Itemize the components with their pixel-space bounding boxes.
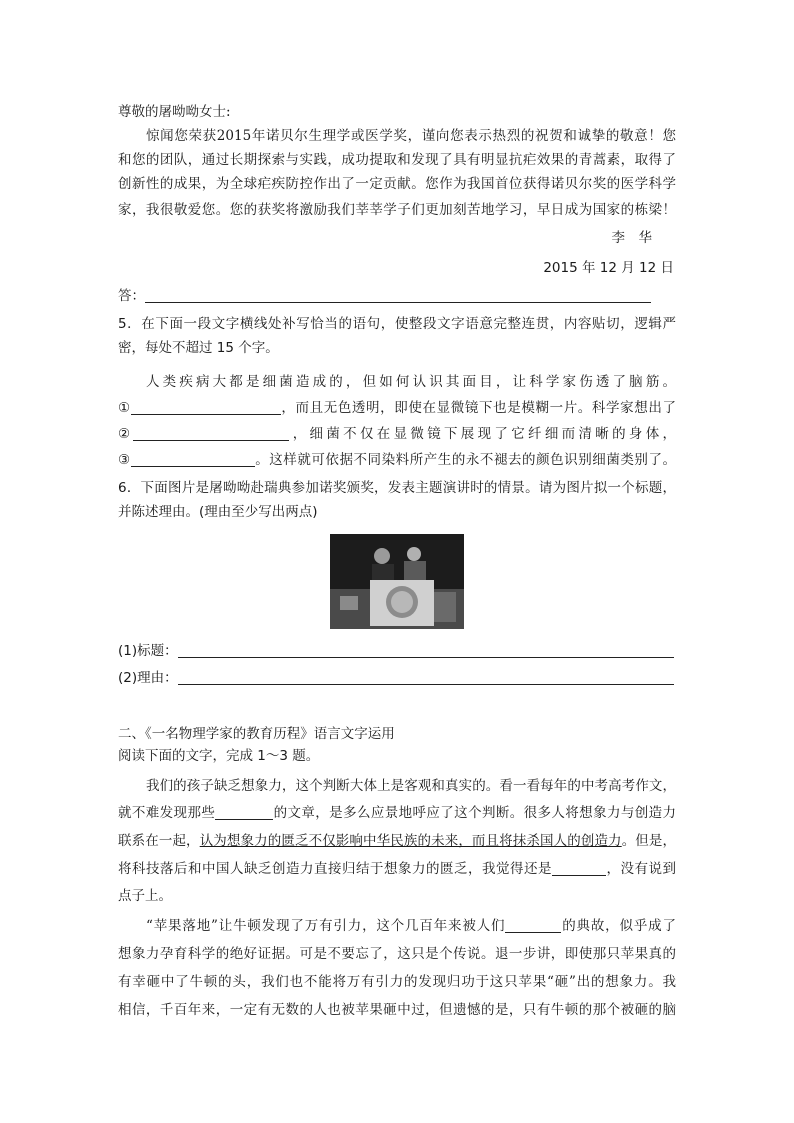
s2-p1-line-3 xyxy=(118,831,676,851)
q5-text-1: ，而且无色透明，即使在显微镜下也是模糊一片。科学家想出了 xyxy=(280,400,677,416)
s2-text: “苹果落地”让牛顿发现了万有引力，这个几百年来被人们 xyxy=(146,918,506,934)
s2-text: 将科技落后和中国人缺乏创造力直接归结于想象力的匮乏，我觉得还是 xyxy=(118,861,552,877)
q5-blank-line-2 xyxy=(118,424,676,444)
q5-paragraph: 人类疾病大都是细菌造成的，但如何认识其面目，让科学家伤透了脑筋。 xyxy=(146,374,676,390)
blank-marker-1: ① xyxy=(118,400,131,416)
q5-text-3: 。这样就可依据不同染料所产生的永不褪去的颜色识别细菌类别了。 xyxy=(254,452,677,468)
s2-p2-line-1 xyxy=(146,916,676,936)
s2-p2-line-4: 相信，千百年来，一定有无数的人也被苹果砸中过，但遗憾的是，只有牛顿的那个被砸的脑 xyxy=(118,1002,676,1018)
s2-text: 就不难发现那些 xyxy=(118,805,216,821)
q6-line-1: 6．下面图片是屠呦呦赴瑞典参加诺奖颁奖，发表主题演讲时的情景。请为图片拟一个标题， xyxy=(118,480,676,496)
q5-blank-line-3 xyxy=(118,450,676,470)
s2-p2-line-3: 有幸砸中了牛顿的头，我们也不能将万有引力的发现归功于这只苹果“砸”出的想象力。我 xyxy=(118,974,676,990)
q5-text-2: ，细菌不仅在显微镜下展现了它纤细而清晰的身体， xyxy=(289,426,677,442)
s2-p1-line-5: 点子上。 xyxy=(118,888,172,904)
section2-heading: 二、《一名物理学家的教育历程》语言文字运用 xyxy=(118,726,395,742)
blank-3[interactable] xyxy=(131,452,255,467)
letter-signature: 李 华 xyxy=(611,230,652,246)
letter-date: 2015 年 12 月 12 日 xyxy=(543,260,674,276)
q5-blank-line-1 xyxy=(118,398,676,418)
s2-blank-3[interactable] xyxy=(505,918,561,933)
letter-line-2: 和您的团队，通过长期探索与实践，成功提取和发现了具有明显抗疟效果的青蒿素，取得了 xyxy=(118,152,676,168)
nobel-lecture-photo xyxy=(330,534,464,629)
answer-label: 答： xyxy=(118,288,145,304)
q5-line-1: 5．在下面一段文字横线处补写恰当的语句，使整段文字语意完整连贯，内容贴切，逻辑严 xyxy=(118,316,676,332)
letter-salutation: 尊敬的屠呦呦女士: xyxy=(118,104,231,120)
answer-blank[interactable] xyxy=(145,288,651,303)
q6-title-line xyxy=(118,641,676,661)
q6-line-2: 并陈述理由。(理由至少写出两点) xyxy=(118,504,318,520)
blank-marker-3: ③ xyxy=(118,452,131,468)
blank-2[interactable] xyxy=(133,426,289,441)
s2-text: 的文章，是多么应景地呼应了这个判断。很多人将想象力与创造力 xyxy=(273,805,677,821)
answer-line xyxy=(118,286,676,306)
s2-p2-line-2: 想象力孕育科学的绝好证据。可是不要忘了，这只是个传说。退一步讲，即使那只苹果真的 xyxy=(118,946,676,962)
s2-p1-line-1: 我们的孩子缺乏想象力，这个判断大体上是客观和真实的。看一看每年的中考高考作文， xyxy=(146,778,676,794)
s2-text: 的典故，似乎成了 xyxy=(561,918,676,934)
title-blank[interactable] xyxy=(178,643,674,658)
reason-blank[interactable] xyxy=(178,670,674,685)
q5-line-2: 密，每处不超过 15 个字。 xyxy=(118,340,279,356)
s2-text: 。但是， xyxy=(621,833,677,849)
letter-line-3: 创新性的成果，为全球疟疾防控作出了一定贡献。您作为我国首位获得诺贝尔奖的医学科学 xyxy=(118,176,676,192)
s2-underlined-text: 认为想象力的匮乏不仅影响中华民族的未来，而且将抹杀国人的创造力 xyxy=(199,833,622,849)
letter-line-1: 惊闻您荣获2015年诺贝尔生理学或医学奖，谨向您表示热烈的祝贺和诚挚的敬意！您 xyxy=(146,128,676,144)
s2-p1-line-4 xyxy=(118,859,676,879)
section2-instruction: 阅读下面的文字，完成 1～3 题。 xyxy=(118,748,320,764)
blank-1[interactable] xyxy=(131,400,281,415)
s2-blank-2[interactable] xyxy=(552,861,606,876)
s2-text: ，没有说到 xyxy=(606,861,676,877)
s2-blank-1[interactable] xyxy=(215,805,273,820)
s2-text: 联系在一起， xyxy=(118,833,200,849)
q6-reason-label: (2)理由： xyxy=(118,670,178,686)
q6-reason-line xyxy=(118,668,676,688)
letter-line-4: 家，我很敬爱您。您的获奖将激励我们莘莘学子们更加刻苦地学习，早日成为国家的栋梁！ xyxy=(118,202,676,218)
s2-p1-line-2 xyxy=(118,803,676,823)
blank-marker-2: ② xyxy=(118,426,134,442)
q6-title-label: (1)标题： xyxy=(118,643,178,659)
